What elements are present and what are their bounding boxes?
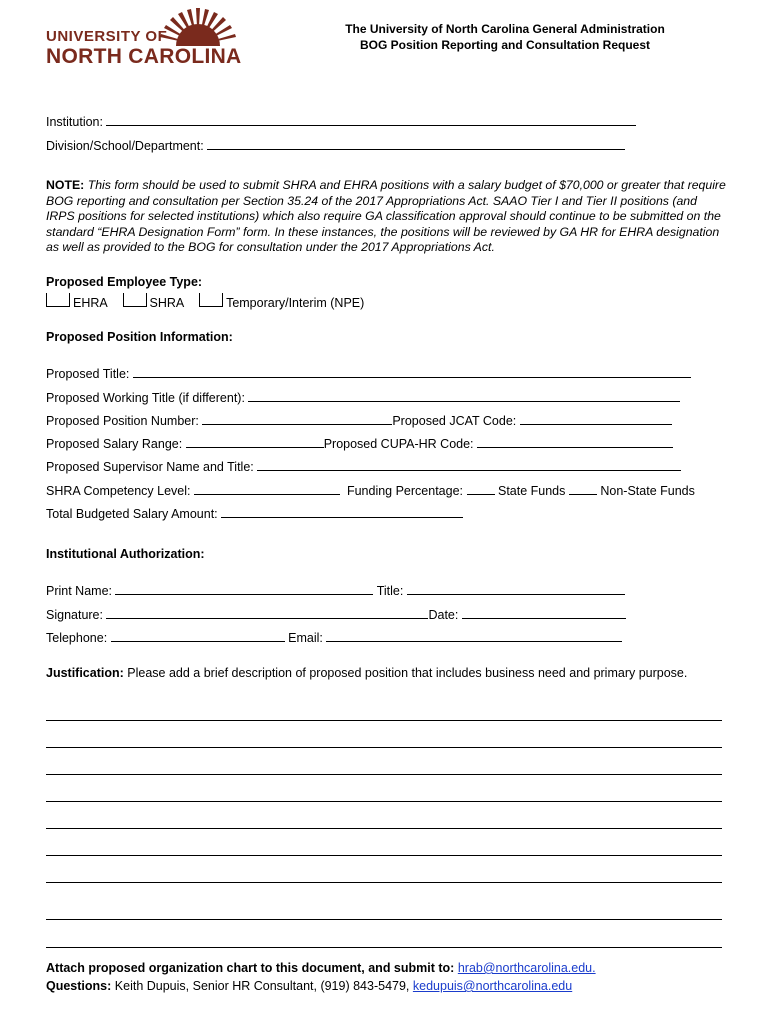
auth-title-label: Title: (376, 584, 404, 598)
non-state-funds-label: Non-State Funds (600, 484, 695, 498)
working-title-field[interactable] (46, 390, 680, 405)
institution-label: Institution: (46, 115, 103, 129)
note-paragraph (46, 178, 726, 256)
justification-line[interactable] (46, 720, 722, 721)
logo-line-1: UNIVERSITY OF (46, 28, 168, 45)
justification-text: Please add a brief description of proposed position that includes business need and primary purpose. (127, 666, 688, 680)
email-label: Email: (288, 631, 323, 645)
justification-line[interactable] (46, 747, 722, 748)
division-line[interactable] (207, 138, 625, 150)
print-name-row (46, 583, 625, 598)
ehra-label: EHRA (73, 296, 108, 310)
temporary-checkbox[interactable] (199, 293, 223, 307)
justification-line[interactable] (46, 947, 722, 948)
justification-label: Justification: (46, 666, 124, 680)
total-salary-line[interactable] (221, 506, 463, 518)
jcat-line[interactable] (520, 413, 672, 425)
position-number-label: Proposed Position Number: (46, 414, 199, 428)
justification-line[interactable] (46, 882, 722, 883)
note-text: This form should be used to submit SHRA and EHRA positions with a salary budget of $70,000 or greater that require BOG reporting and consultation per Section 35.24 of the 2017 Appropriations Act. SAAO Tier I and Tier II positions (and IRPS positions for selected institutions) which also require GA classification approval should continue to be submitted on the standard “EHRA Designation Form” form. In these instances, the positions will be reviewed by GA HR for EHRA designation as well as provided to the BOG for consultation under the 2017 Appropriations Act. (46, 178, 726, 254)
print-name-label: Print Name: (46, 584, 112, 598)
competency-label: SHRA Competency Level: (46, 484, 191, 498)
questions-label: Questions: (46, 979, 112, 993)
position-number-row (46, 413, 672, 428)
justification-line[interactable] (46, 919, 722, 920)
non-state-funds-line[interactable] (569, 483, 597, 495)
email-line[interactable] (326, 630, 622, 642)
position-info-heading: Proposed Position Information: (46, 330, 233, 344)
signature-row (46, 607, 626, 622)
position-number-line[interactable] (202, 413, 392, 425)
supervisor-line[interactable] (257, 459, 681, 471)
authorization-heading: Institutional Authorization: (46, 547, 205, 561)
date-line[interactable] (462, 607, 626, 619)
note-label: NOTE: (46, 178, 85, 192)
working-title-label: Proposed Working Title (if different): (46, 391, 245, 405)
justification-line[interactable] (46, 828, 722, 829)
hrab-email-link[interactable]: hrab@northcarolina.edu. (457, 961, 596, 975)
salary-range-label: Proposed Salary Range: (46, 437, 183, 451)
competency-line[interactable] (194, 483, 340, 495)
questions-text: Keith Dupuis, Senior HR Consultant, (919) 843-5479, (114, 979, 410, 993)
attach-row (46, 961, 596, 975)
print-name-line[interactable] (115, 583, 373, 595)
division-label: Division/School/Department: (46, 139, 204, 153)
total-salary-field[interactable] (46, 506, 463, 521)
signature-label: Signature: (46, 608, 103, 622)
temporary-label: Temporary/Interim (NPE) (226, 296, 365, 310)
header-title: The University of North Carolina General Administration (345, 22, 665, 36)
justification-line[interactable] (46, 855, 722, 856)
competency-row (46, 483, 695, 498)
employee-type-heading: Proposed Employee Type: (46, 275, 203, 289)
funding-label: Funding Percentage: (346, 484, 464, 498)
kedupuis-email-link[interactable]: kedupuis@northcarolina.edu (412, 979, 573, 993)
shra-checkbox[interactable] (123, 293, 147, 307)
salary-range-row (46, 436, 673, 451)
questions-row (46, 979, 572, 993)
cupa-line[interactable] (477, 436, 673, 448)
institution-field[interactable] (46, 114, 636, 129)
telephone-line[interactable] (111, 630, 285, 642)
supervisor-field[interactable] (46, 459, 681, 474)
proposed-title-field[interactable] (46, 366, 691, 381)
proposed-title-label: Proposed Title: (46, 367, 130, 381)
logo-line-2: NORTH CAROLINA (46, 45, 242, 68)
ehra-checkbox[interactable] (46, 293, 70, 307)
working-title-line[interactable] (248, 390, 680, 402)
justification-line[interactable] (46, 774, 722, 775)
auth-title-line[interactable] (407, 583, 625, 595)
salary-range-line[interactable] (186, 436, 324, 448)
total-salary-label: Total Budgeted Salary Amount: (46, 507, 218, 521)
cupa-label: Proposed CUPA-HR Code: (323, 437, 474, 451)
date-label: Date: (428, 608, 459, 622)
proposed-title-line[interactable] (133, 366, 691, 378)
division-field[interactable] (46, 138, 625, 153)
unc-logo (46, 4, 246, 66)
institution-line[interactable] (106, 114, 636, 126)
header-subtitle: BOG Position Reporting and Consultation Request (360, 38, 650, 52)
jcat-label: Proposed JCAT Code: (392, 414, 517, 428)
shra-label: SHRA (149, 296, 184, 310)
attach-text: Attach proposed organization chart to this document, and submit to: (46, 961, 455, 975)
state-funds-label: State Funds (497, 484, 566, 498)
telephone-label: Telephone: (46, 631, 108, 645)
justification-line[interactable] (46, 801, 722, 802)
telephone-row (46, 630, 622, 645)
signature-line[interactable] (106, 607, 428, 619)
state-funds-line[interactable] (467, 483, 495, 495)
justification-row (46, 666, 687, 680)
employee-type-options (46, 293, 364, 310)
supervisor-label: Proposed Supervisor Name and Title: (46, 460, 254, 474)
